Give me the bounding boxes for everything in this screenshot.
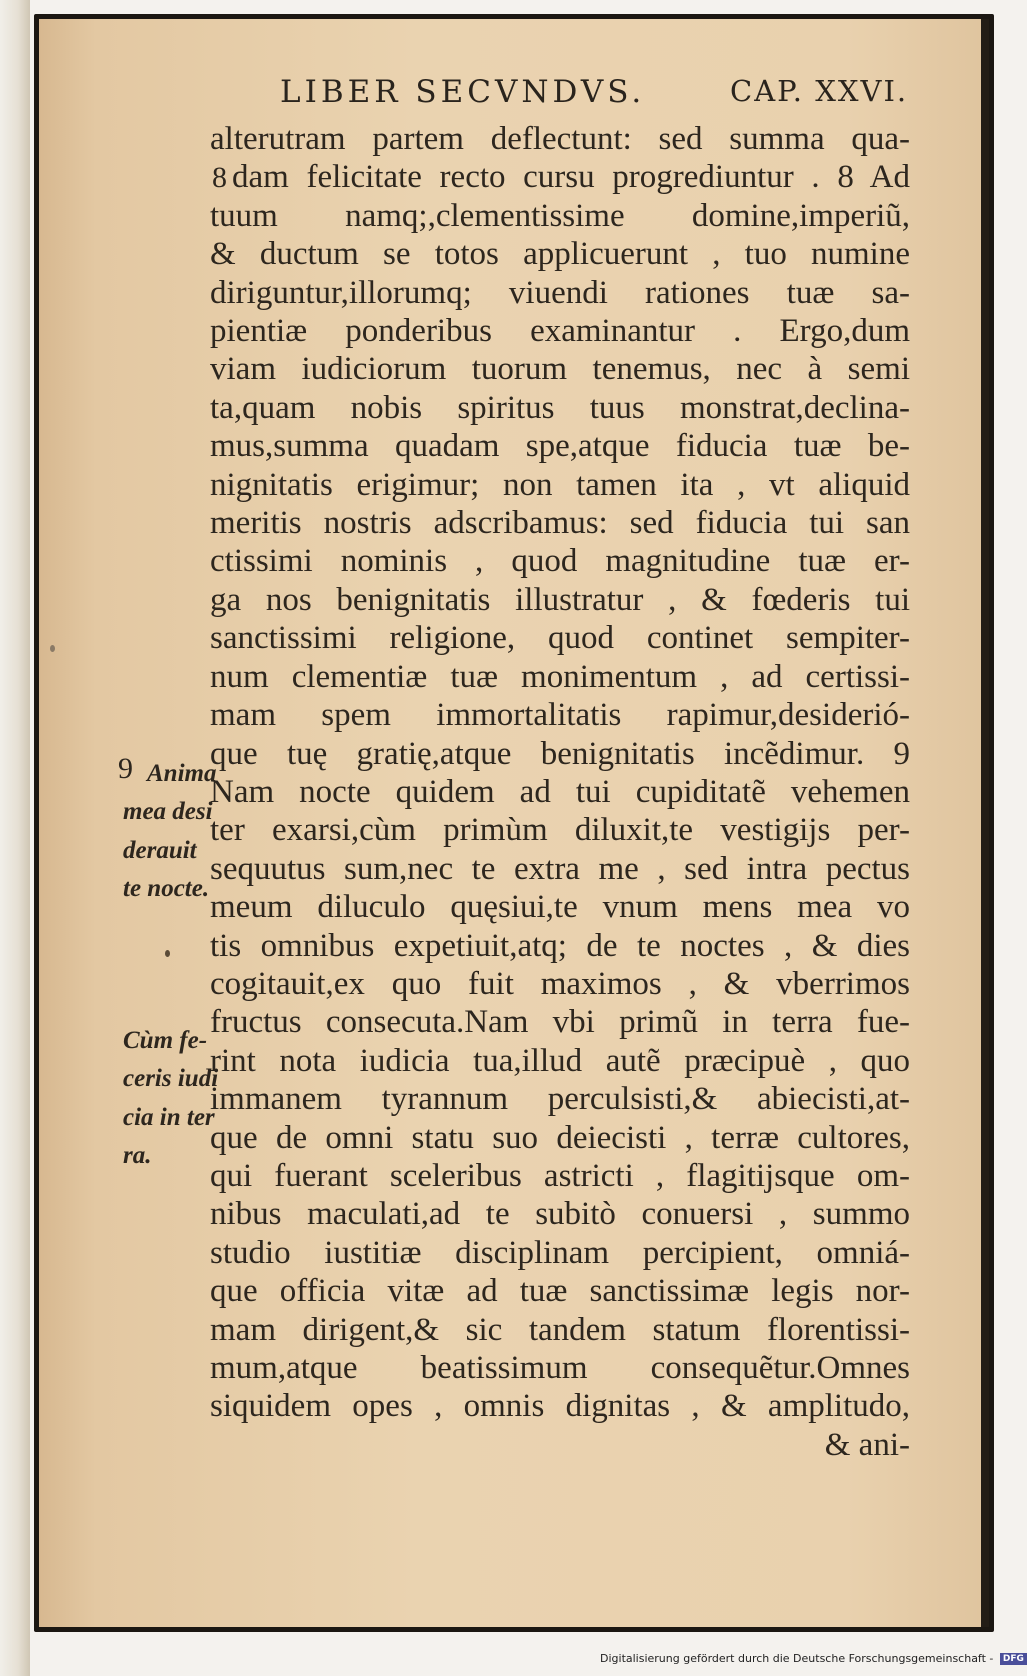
text-line: mus,summa quadam spe,atque fiducia tuæ be- [210,428,910,465]
margin-note-line: ceris iudi [123,1065,219,1093]
text-line: que de omni statu suo deiecisti , terræ cultores, [210,1119,910,1156]
credit-text: Digitalisierung gefördert durch die Deutsche Forschungsgemeinschaft - [600,1652,994,1665]
margin-note-line: derauit [123,836,197,864]
text-line: meritis nostris adscribamus: sed fiducia tui san [210,505,910,542]
text-line: ta,quam nobis spiritus tuus monstrat,declina- [210,389,910,426]
text-line: diriguntur,illorumq; viuendi rationes tuæ sa- [210,274,910,311]
text-line: mum,atque beatissimum consequẽtur.Omnes [210,1350,910,1386]
text-line: que officia vitæ ad tuæ sanctissimæ legis nor- [210,1273,910,1310]
binding-shadow [981,19,989,1627]
text-line: ga nos benignitatis illustratur , & fœderis tui [210,581,910,618]
text-line: alterutram partem deflectunt: sed summa qua- [210,121,910,157]
text-line: viam iudiciorum tuorum tenemus, nec à semi [210,351,910,388]
text-line: qui fuerant sceleribus astricti , flagitijsque om- [210,1157,910,1194]
text-line: que tuę gratię,atque benignitatis incẽdimur. 9 [210,735,910,772]
text-line: ctissimi nominis , quod magnitudine tuæ er- [210,543,910,580]
ink-spot [165,950,170,957]
ink-spot [50,645,55,652]
margin-note-line: mea desi [123,798,213,826]
text-line: pientiæ ponderibus examinantur . Ergo,dum [210,313,910,350]
text-line: sequutus sum,nec te extra me , sed intra pectus [210,850,910,887]
text-line: sanctissimi religione, quod continet sempiter- [210,620,910,657]
verse-number-9: 9 [118,752,133,785]
text-line: siquidem opes , omnis dignitas , & amplitudo, [210,1388,910,1425]
text-line: rint nota iudicia tua,illud autẽ præcipuè , quo [210,1042,910,1079]
book-edge [0,0,30,1676]
text-line: studio iustitiæ disciplinam percipient, omniá- [210,1234,910,1271]
dfg-logo: DFG [1000,1653,1027,1665]
text-line: num clementiæ tuæ monimentum , ad certissi- [210,658,910,695]
text-line: ter exarsi,cùm primùm diluxit,te vestigijs per- [210,812,910,849]
text-line: & ductum se totos applicuerunt , tuo numine [210,236,910,273]
margin-note-anima [123,755,216,909]
verse-number-8: 8 [212,161,227,194]
digitization-credit [600,1652,1027,1665]
text-line: dam felicitate recto cursu progrediuntur . 8 Ad [232,159,910,196]
text-line: tis omnibus expetiuit,atq; de te noctes , & dies [210,927,910,964]
text-line: & ani- [824,1426,910,1463]
chapter-number: CAP. XXVI. [730,74,909,108]
margin-note-line: Anima [147,760,217,787]
margin-note-line: Cùm fe- [123,1027,208,1054]
book-title: LIBER SECVNDVS. [280,74,646,110]
text-line: fructus consecuta.Nam vbi primũ in terra fue- [210,1004,910,1041]
text-line: mam dirigent,& sic tandem statum florentissi- [210,1311,910,1348]
margin-note-line: ra. [123,1142,152,1170]
text-line: immanem tyrannum perculsisti,& abiecisti,at- [210,1081,910,1118]
text-line: meum diluculo quęsiui,te vnum mens mea vo [210,889,910,926]
margin-note-cum-feceris [123,1022,218,1176]
margin-note-line: cia in ter [123,1103,215,1131]
text-line: mam spem immortalitatis rapimur,desiderió- [210,697,910,734]
body-text [210,120,910,1464]
text-line: cogitauit,ex quo fuit maximos , & vberrimos [210,965,910,1002]
margin-note-line: te nocte. [123,875,210,903]
text-line: nignitatis erigimur; non tamen ita , vt aliquid [210,466,910,503]
text-line: Nam nocte quidem ad tui cupiditatẽ vehemen [210,773,910,810]
text-line: tuum namq;,clementissime domine,imperiũ, [210,197,910,234]
text-line: nibus maculati,ad te subitò conuersi , summo [210,1196,910,1233]
